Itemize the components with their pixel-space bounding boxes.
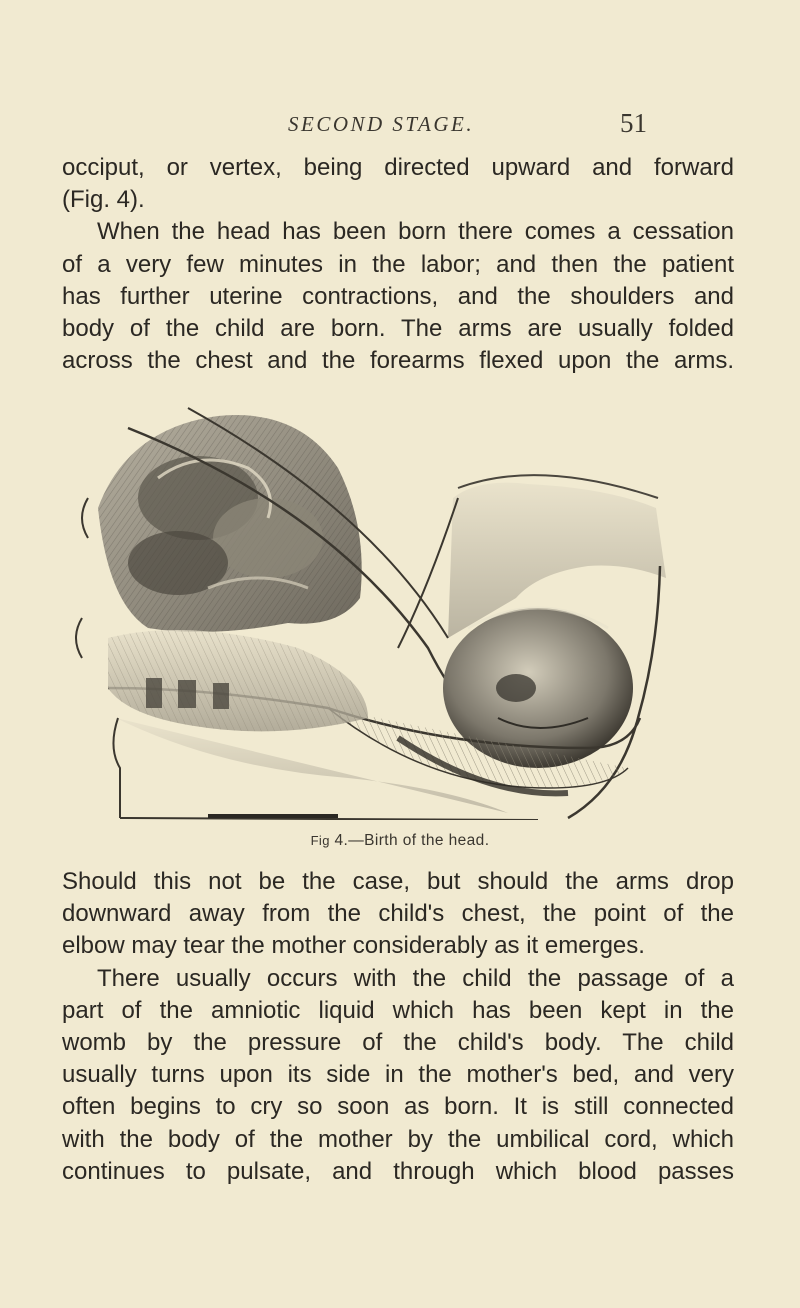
text-line: with the body of the mother by the umbilical cord, which bbox=[62, 1125, 734, 1153]
text-line: There usually occurs with the child the passage of a bbox=[97, 964, 734, 992]
caption-label: Fig bbox=[310, 833, 330, 848]
text-line: When the head has been born there comes a cessation bbox=[97, 218, 734, 246]
text-line: has further uterine contractions, and the shoulders and bbox=[62, 282, 734, 310]
closing-paragraphs bbox=[62, 866, 734, 1188]
text-line: (Fig. 4). bbox=[62, 186, 145, 214]
text-line: part of the amniotic liquid which has been kept in the bbox=[62, 996, 734, 1024]
figure-caption bbox=[0, 832, 800, 850]
text-line: of a very few minutes in the labor; and then the patient bbox=[62, 250, 734, 278]
text-line: downward away from the child's chest, the point of the bbox=[62, 900, 734, 928]
birth-illustration bbox=[68, 388, 688, 820]
page-number: 51 bbox=[620, 108, 647, 138]
text-line: elbow may tear the mother considerably as it emerges. bbox=[62, 932, 645, 960]
running-head bbox=[0, 110, 800, 142]
opening-paragraphs bbox=[62, 152, 734, 377]
running-title: SECOND STAGE. bbox=[288, 112, 475, 136]
text-line: Should this not be the case, but should the arms drop bbox=[62, 868, 734, 895]
text-line: womb by the pressure of the child's body. The child bbox=[62, 1029, 734, 1057]
text-line: body of the child are born. The arms are usually folded bbox=[62, 315, 734, 343]
text-line: continues to pulsate, and through which blood passes bbox=[62, 1157, 734, 1185]
text-line: often begins to cry so soon as born. It is still connected bbox=[62, 1093, 734, 1121]
caption-text: 4.—Birth of the head. bbox=[329, 832, 490, 849]
text-line: usually turns upon its side in the mother's bed, and very bbox=[62, 1061, 734, 1089]
text-line: occiput, or vertex, being directed upward and forward bbox=[62, 154, 734, 181]
text-line: across the chest and the forearms flexed upon the arms. bbox=[62, 347, 734, 375]
